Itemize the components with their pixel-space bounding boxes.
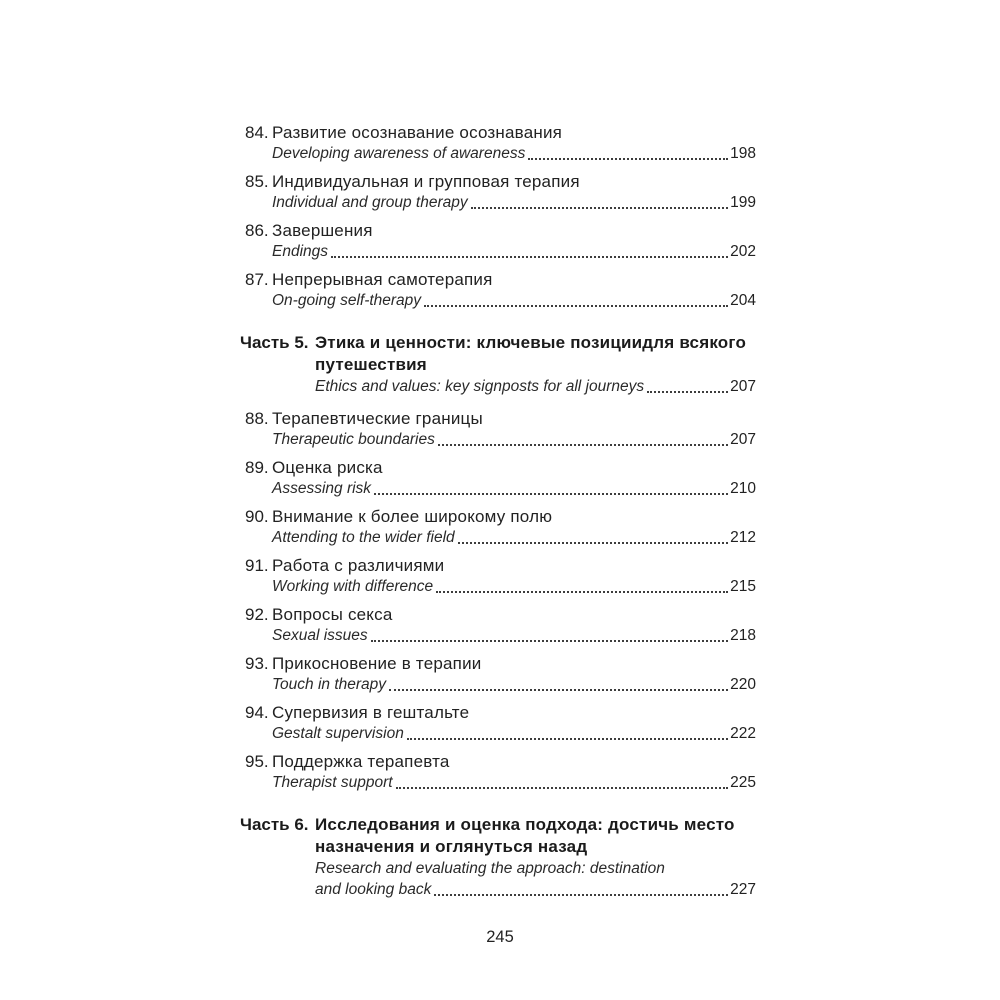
entry-title-ru: Завершения xyxy=(272,221,373,240)
toc-entry xyxy=(240,220,756,262)
toc-entry xyxy=(240,653,756,695)
dotted-leader xyxy=(471,207,729,209)
entry-title-ru: Развитие осознавание осознавания xyxy=(272,123,563,142)
dotted-leader xyxy=(396,787,729,789)
entry-number: 94. xyxy=(245,703,269,722)
dotted-leader xyxy=(424,305,728,307)
entry-number: 95. xyxy=(245,752,269,771)
dotted-leader xyxy=(438,444,728,446)
entry-number: 93. xyxy=(245,654,269,673)
part-title-ru-line: назначения и оглянуться назад xyxy=(315,837,588,856)
entry-title-ru: Поддержка терапевта xyxy=(272,752,450,771)
entry-title-ru: Непрерывная самотерапия xyxy=(272,270,493,289)
entry-title-ru: Прикосновение в терапии xyxy=(272,654,482,673)
entry-subtitle-en: Therapist support xyxy=(272,774,393,791)
entry-page-number: 198 xyxy=(730,145,756,162)
part-subtitle-en-line: Ethics and values: key signposts for all journeys xyxy=(315,378,645,395)
entry-number: 85. xyxy=(245,172,269,191)
toc-entry xyxy=(240,555,756,597)
toc-entry xyxy=(240,457,756,499)
dotted-leader xyxy=(434,894,728,896)
entry-number: 84. xyxy=(245,123,269,142)
dotted-leader xyxy=(371,640,728,642)
toc-entry xyxy=(240,408,756,450)
part-title-ru-line: Этика и ценности: ключевые позициидля всякого xyxy=(315,333,747,352)
entry-number: 89. xyxy=(245,458,269,477)
entry-page-number: 222 xyxy=(730,725,756,742)
dotted-leader xyxy=(374,493,728,495)
entry-subtitle-en: On-going self-therapy xyxy=(272,292,422,309)
toc-entry xyxy=(240,171,756,213)
entry-subtitle-en: Therapeutic boundaries xyxy=(272,431,435,448)
entry-page-number: 218 xyxy=(730,627,756,644)
toc-list xyxy=(240,122,756,911)
entry-title-ru: Оценка риска xyxy=(272,458,383,477)
part-label: Часть 5. xyxy=(240,333,309,352)
entry-subtitle-en: Endings xyxy=(272,243,329,260)
entry-title-ru: Супервизия в гештальте xyxy=(272,703,470,722)
entry-page-number: 225 xyxy=(730,774,756,791)
entry-number: 92. xyxy=(245,605,269,624)
entry-number: 86. xyxy=(245,221,269,240)
entry-title-ru: Вопросы секса xyxy=(272,605,393,624)
entry-title-ru: Работа с различиями xyxy=(272,556,445,575)
entry-page-number: 215 xyxy=(730,578,756,595)
part-title-ru-line: путешествия xyxy=(315,355,427,374)
entry-subtitle-en: Attending to the wider field xyxy=(272,529,455,546)
entry-title-ru: Терапевтические границы xyxy=(272,409,483,428)
part-subtitle-en-line: and looking back xyxy=(315,881,432,898)
toc-entry xyxy=(240,269,756,311)
page-number-footer: 245 xyxy=(486,928,514,946)
entry-subtitle-en: Working with difference xyxy=(272,578,434,595)
entry-page-number: 207 xyxy=(730,378,756,395)
entry-page-number: 204 xyxy=(730,292,756,309)
entry-title-ru: Внимание к более широкому полю xyxy=(272,507,553,526)
toc-entry xyxy=(240,702,756,744)
toc-entry xyxy=(240,122,756,164)
entry-page-number: 220 xyxy=(730,676,756,693)
dotted-leader xyxy=(389,689,728,691)
entry-number: 91. xyxy=(245,556,269,575)
toc-part-heading xyxy=(240,814,756,900)
entry-page-number: 207 xyxy=(730,431,756,448)
entry-page-number: 199 xyxy=(730,194,756,211)
entry-subtitle-en: Assessing risk xyxy=(272,480,372,497)
part-subtitle-en-line: Research and evaluating the approach: destination xyxy=(315,860,665,877)
entry-subtitle-en: Touch in therapy xyxy=(272,676,387,693)
entry-number: 90. xyxy=(245,507,269,526)
entry-page-number: 210 xyxy=(730,480,756,497)
dotted-leader xyxy=(528,158,728,160)
toc-part-heading xyxy=(240,332,756,397)
dotted-leader xyxy=(436,591,728,593)
part-label: Часть 6. xyxy=(240,815,309,834)
dotted-leader xyxy=(647,391,728,393)
entry-page-number: 202 xyxy=(730,243,756,260)
entry-subtitle-en: Individual and group therapy xyxy=(272,194,468,211)
toc-entry xyxy=(240,506,756,548)
entry-number: 88. xyxy=(245,409,269,428)
entry-title-ru: Индивидуальная и групповая терапия xyxy=(272,172,580,191)
entry-subtitle-en: Sexual issues xyxy=(272,627,368,644)
entry-page-number: 227 xyxy=(730,881,756,898)
toc-entry xyxy=(240,604,756,646)
toc-entry xyxy=(240,751,756,793)
entry-number: 87. xyxy=(245,270,269,289)
entry-subtitle-en: Gestalt supervision xyxy=(272,725,404,742)
dotted-leader xyxy=(458,542,728,544)
dotted-leader xyxy=(331,256,728,258)
entry-page-number: 212 xyxy=(730,529,756,546)
dotted-leader xyxy=(407,738,728,740)
entry-subtitle-en: Developing awareness of awareness xyxy=(272,145,526,162)
part-title-ru-line: Исследования и оценка подхода: достичь место xyxy=(315,815,735,834)
